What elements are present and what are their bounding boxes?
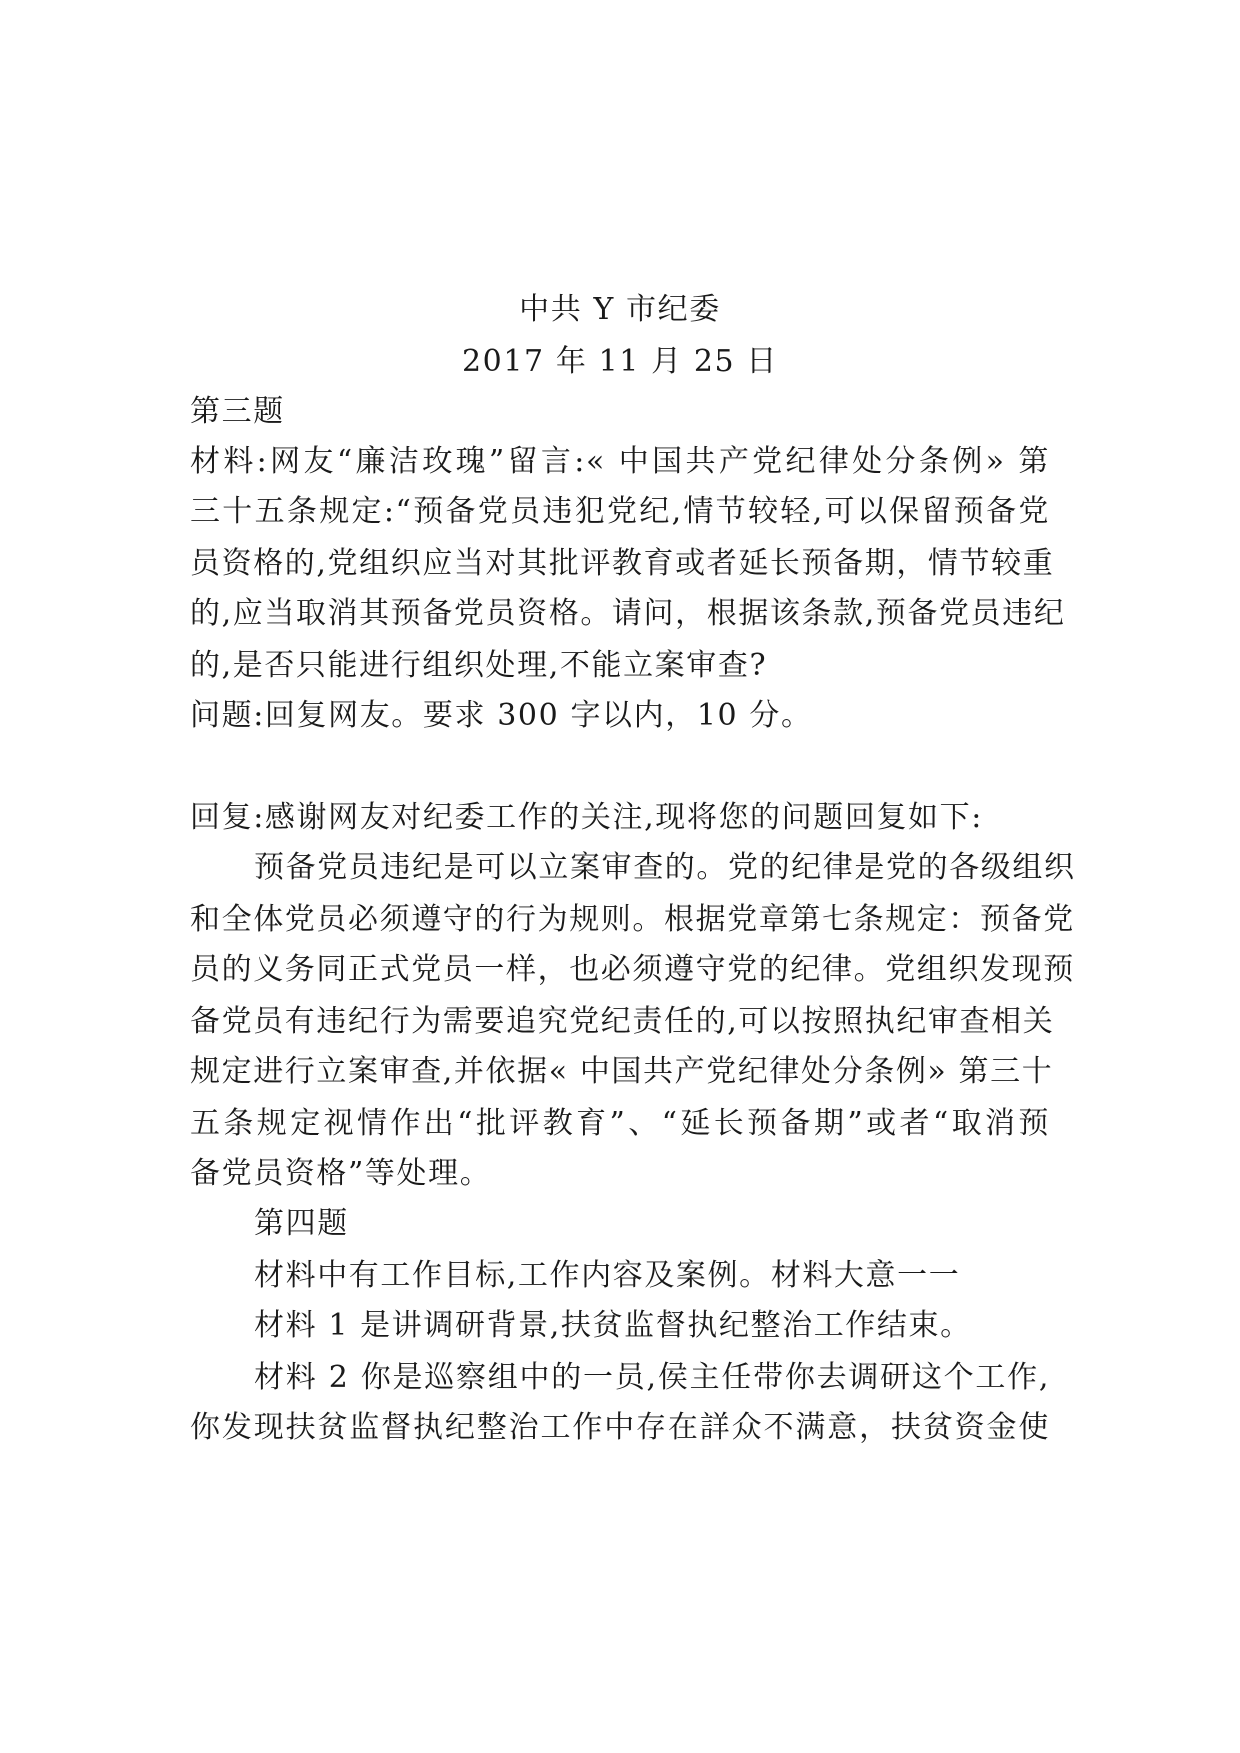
reply-body-line: 备党员资格”等处理。 [190,1156,492,1191]
q3-material-line: 的,应当取消其预备党员资格。请问，根据该条款,预备党员违纪 [190,596,1066,631]
q4-line-1: 材料中有工作目标,工作内容及案例。材料大意一一 [254,1258,961,1293]
q3-question: 问题:回复网友。要求 300 字以内，10 分。 [190,698,813,733]
q4-line-2: 材料 1 是讲调研背景,扶贫监督执纪整治工作结束。 [254,1308,972,1343]
reply-body-line: 规定进行立案审查,并依据« 中国共产党纪律处分条例» 第三十 [190,1054,1054,1089]
reply-body-line: 备党员有违纪行为需要追究党纪责任的,可以按照执纪审查相关 [190,1004,1055,1039]
reply-body-line: 和全体党员必须遵守的行为规则。根据党章第七条规定：预备党 [190,902,1075,937]
reply-intro: 回复:感谢网友对纪委工作的关注,现将您的问题回复如下: [190,800,983,835]
signature-org: 中共 Y 市纪委 [519,292,721,327]
q4-line-4: 你发现扶贫监督执纪整治工作中存在詳众不满意，扶贫资金使 [190,1410,1050,1445]
q3-material-line: 的,是否只能进行组织处理,不能立案审查? [190,648,768,683]
q4-heading: 第四题 [254,1206,349,1241]
reply-body-line: 五条规定视情作出“批评教育”、“延长预备期”或者“取消预 [190,1106,1050,1141]
q4-line-3: 材料 2 你是巡察组中的一员,侯主任带你去调研这个工作, [254,1360,1050,1395]
q3-material-line: 三十五条规定:“预备党员违犯党纪,情节较轻,可以保留预备党 [190,494,1050,529]
q3-material-line: 材料:网友“廉洁玫瑰”留言:« 中国共产党纪律处分条例» 第 [190,444,1050,479]
q3-material-line: 员资格的,党组织应当对其批评教育或者延长预备期，情节较重 [190,546,1055,581]
signature-date: 2017 年 11 月 25 日 [462,344,778,379]
q3-heading: 第三题 [190,394,285,429]
reply-body-line: 预备党员违纪是可以立案审查的。党的纪律是党的各级组织 [254,850,1076,885]
reply-body-line: 员的义务同正式党员一样，也必须遵守党的纪律。党组织发现预 [190,952,1075,987]
